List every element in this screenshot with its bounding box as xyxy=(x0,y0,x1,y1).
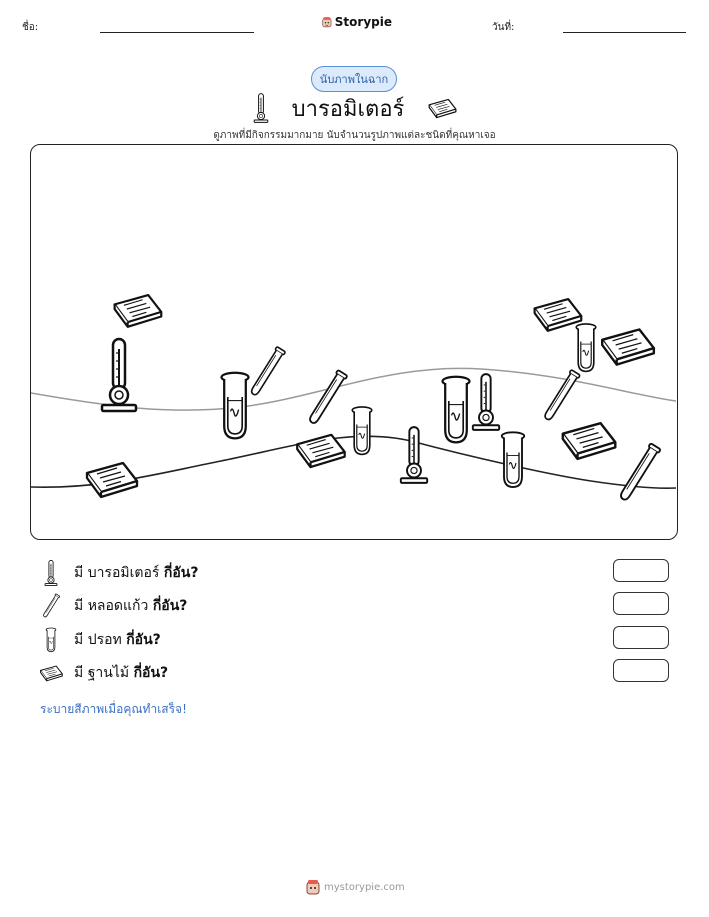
glass-tube-item xyxy=(249,347,286,397)
question-row xyxy=(38,558,198,588)
page-title xyxy=(250,90,460,126)
question-text: มี หลอดแก้ว กี่อัน? xyxy=(74,598,188,614)
wooden-base-item xyxy=(87,463,137,497)
instructions: ดูภาพที่มีกิจกรรมมากมาย นับจำนวนรูปภาพแต่ละชนิดที่คุณหาเจอ xyxy=(213,130,496,141)
wooden-base-item xyxy=(115,295,162,327)
question-row xyxy=(38,591,187,621)
scene-illustration xyxy=(31,145,676,538)
wooden-base-item xyxy=(535,299,582,331)
glass-tube-item xyxy=(618,443,661,502)
answer-box-wooden-base[interactable] xyxy=(613,659,669,682)
footer-site[interactable]: mystorypie.com xyxy=(324,881,405,893)
test-tube-item xyxy=(222,373,249,439)
question-row xyxy=(38,625,161,655)
name-label: ชื่อ: xyxy=(22,22,39,33)
thermometer-item xyxy=(473,374,499,430)
answer-box-glass-tube[interactable] xyxy=(613,592,669,615)
counting-scene xyxy=(30,144,678,540)
thermometer-icon xyxy=(43,559,59,587)
wooden-base-icon xyxy=(426,97,458,119)
test-tube-item xyxy=(352,407,372,454)
page-title-text: บารอมิเตอร์ xyxy=(291,96,405,122)
glass-tube-item xyxy=(307,370,347,425)
test-tube-icon xyxy=(44,627,58,653)
question-text: มี ปรอท กี่อัน? xyxy=(74,632,161,648)
test-tube-item xyxy=(576,324,596,371)
wooden-base-item xyxy=(563,423,616,459)
glass-tube-icon xyxy=(41,592,61,620)
thermometer-item xyxy=(102,339,136,411)
activity-badge: นับภาพในฉาก xyxy=(311,66,397,92)
thermometer-item xyxy=(401,427,427,483)
test-tube-item xyxy=(502,432,525,487)
footer xyxy=(306,879,405,895)
brand-logo xyxy=(322,12,392,32)
storypie-mascot-icon xyxy=(322,14,332,30)
date-label: วันที่: xyxy=(492,22,515,33)
brand-name: Storypie xyxy=(334,15,392,29)
wooden-base-icon xyxy=(38,664,64,682)
coloring-note: ระบายสีภาพเมื่อคุณทำเสร็จ! xyxy=(40,702,187,716)
question-row xyxy=(38,658,168,688)
question-text: มี บารอมิเตอร์ กี่อัน? xyxy=(74,565,199,581)
answer-box-test-tube[interactable] xyxy=(613,626,669,649)
wooden-base-item xyxy=(297,435,345,467)
wooden-base-item xyxy=(602,329,654,364)
date-line[interactable] xyxy=(563,32,686,33)
question-text: มี ฐานไม้ กี่อัน? xyxy=(74,665,169,681)
thermometer-icon xyxy=(252,92,270,124)
name-line[interactable] xyxy=(100,32,254,33)
storypie-mascot-icon xyxy=(306,879,320,895)
glass-tube-item xyxy=(542,370,580,422)
test-tube-item xyxy=(443,377,470,443)
answer-box-thermometer[interactable] xyxy=(613,559,669,582)
